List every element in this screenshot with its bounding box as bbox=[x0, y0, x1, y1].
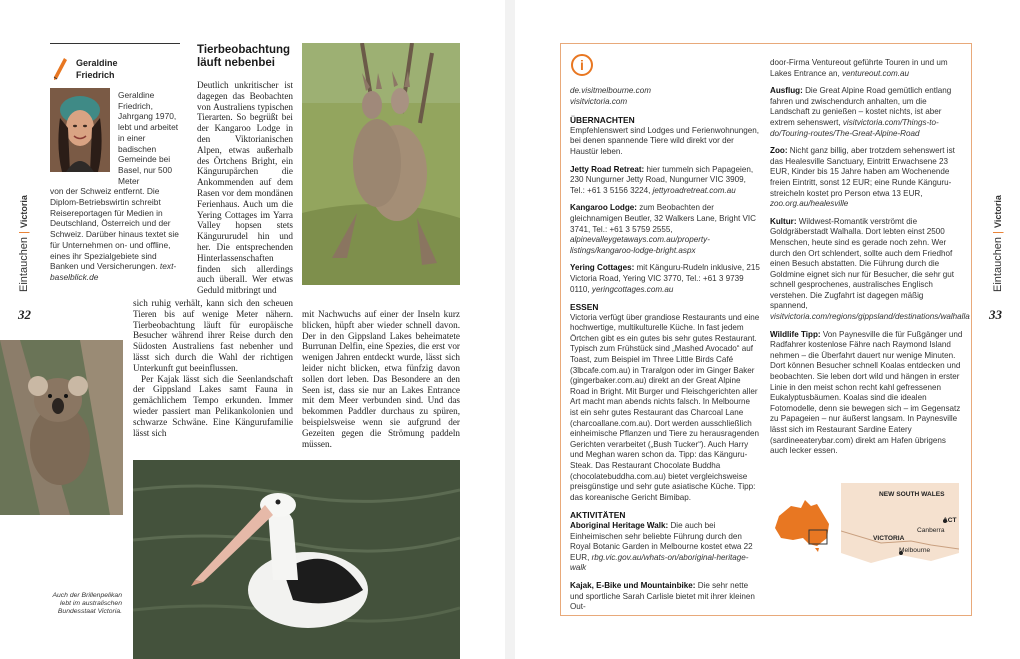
side-divider: | bbox=[992, 227, 1004, 234]
author-website-link[interactable]: text-baselblick.de bbox=[50, 261, 177, 282]
listing-link[interactable]: rbg.vic.gov.au/whats-on/aboriginal-heritage-walk bbox=[570, 552, 749, 573]
listing-entry bbox=[570, 521, 760, 574]
listing-link[interactable]: yeringcottages.com.au bbox=[591, 284, 674, 294]
side-section-label bbox=[992, 195, 1004, 292]
kangaroo-photo bbox=[302, 43, 460, 285]
listing-entry bbox=[570, 263, 760, 295]
article-column-b bbox=[133, 298, 293, 438]
uebernachten-intro: Empfehlenswert sind Lodges und Ferienwohnungen, bei denen spannende Tiere wild direkt vor der Haustür leben. bbox=[570, 125, 759, 156]
listing-link[interactable]: zoo.org.au/healesville bbox=[770, 199, 849, 209]
author-divider bbox=[50, 43, 180, 44]
page-gutter bbox=[505, 0, 515, 659]
author-bio bbox=[50, 90, 180, 283]
map-label-canberra: Canberra bbox=[917, 527, 945, 534]
listing-link[interactable]: visitvictoria.com/Things-to-do/Touring-routes/The-Great-Alpine-Road bbox=[770, 117, 939, 138]
pelican-photo bbox=[133, 460, 460, 659]
listing-title: Kangaroo Lodge: bbox=[570, 203, 637, 213]
article-paragraph: sich ruhig verhält, kann sich den scheuen Tieren bis auf wenige Meter nähern. Tierbeobachtung läuft für europäische Besucher während ihrer Reise durch den Südosten Australiens fast nebenher und lässt sich durch die Wahl der richtigen Unterkunft gut beeinflussen. bbox=[133, 298, 293, 373]
listing-entry bbox=[570, 203, 760, 256]
listing-entry bbox=[770, 146, 963, 210]
listing-text: Nicht ganz billig, aber trotzdem sehenswert ist das Healesville Sanctuary, Eintritt Erwachsene 23 EUR, Kinder bis 15 Jahre haben am Wochenende freien Eintritt, sonst 12 EUR; eine Runde Känguru-streicheln kostet pro Person etwa 13 EUR, bbox=[770, 146, 955, 198]
heading-essen: ESSEN bbox=[570, 302, 599, 313]
listing-text: Von Paynesville die für Fußgänger und Radfahrer kostenlose Fähre nach Raymond Island nehmen – die Überfahrt dauert nur wenige Minuten. Dort können Besucher schnell Koalas entdecken und beobachten. Sie leben dort wild und hängen in erster Linie in den meist schon recht kahl gefressenen Eukalyptusbäumen. Koalas sind die idealen Fotomodelle, denn sie bewegen sich – im Gegensatz zu Papageien – nur äußerst langsam. In Paynesville lässt sich im Restaurant Sardine Eatery (sardineeaterybar.com) direkt am Hafen übrigens auch lecker essen. bbox=[770, 329, 963, 456]
heading-uebernachten: ÜBERNACHTEN bbox=[570, 115, 635, 126]
heading-aktivitaeten: AKTIVITÄTEN bbox=[570, 510, 626, 521]
page-number: 32 bbox=[18, 307, 31, 322]
listing-link[interactable]: alpinevalleygetaways.com.au/property-listings/kangaroo-lodge-bright.aspx bbox=[570, 235, 710, 255]
listing-entry bbox=[770, 216, 970, 323]
article-column-a bbox=[197, 80, 293, 296]
right-page bbox=[515, 0, 1020, 659]
article-paragraph: Per Kajak lässt sich die Seenlandschaft der Gippsland Lakes samt Fauna in gemächlichem Tempo erkunden. Immer wieder passiert man Pelikankolonien und schwarze Schwäne. Eine Kängurufamilie lässt sich bbox=[133, 373, 293, 438]
article-column-c bbox=[302, 309, 460, 449]
article-paragraph: Deutlich unkritischer ist dagegen das Beobachten von Australiens typischen Tierarten. So begrüßt bei der Kangaroo Lodge in den Viktorianischen Alpen, etwas außerhalb des Örtchens Bright, ein Kängurupärchen die Ankommenden auf dem Rasen vor dem mondänen Ferienhaus. Auch um die Yering Cottages im Yarra Valley hopsen stets Kängururudel hin und her. Die entsprechenden Hinterlassenschaften finden sich allerdings auch überall. Wer etwas Geduld mitbringt und bbox=[197, 80, 293, 296]
author-name: Geraldine Friedrich bbox=[76, 58, 118, 80]
map-label-melbourne: Melbourne bbox=[899, 547, 931, 554]
continuation-text: door-Firma Ventureout geführte Touren in und um Lakes Entrance an, bbox=[770, 58, 948, 78]
listing-title: Yering Cottages: bbox=[570, 263, 635, 273]
web-link[interactable]: visitvictoria.com bbox=[570, 96, 628, 106]
listing-title: Kultur: bbox=[770, 216, 797, 226]
author-bio-first: Geraldine Friedrich, Jahrgang 1970, lebt und arbeitet in einer badischen Gemeinde bei Basel, nur 500 Meter bbox=[118, 90, 179, 186]
side-region-name: Victoria bbox=[993, 195, 1003, 228]
side-section-name: Eintauchen bbox=[18, 236, 30, 292]
listing-text: Die sehr nette und sportliche Sarah Carlisle bietet mit ihrer kleinen Out- bbox=[570, 580, 755, 612]
victoria-detail-map bbox=[841, 483, 959, 575]
photo-caption: Auch der Brillenpelikan lebt im australischen Bundesstaat Victoria. bbox=[52, 592, 122, 616]
side-section-name: Eintauchen bbox=[992, 236, 1004, 292]
listing-title: Aboriginal Heritage Walk: bbox=[570, 520, 669, 530]
listing-text: zum Beobachten der gleichnamigen Beutler, 32 Walkers Lane, Bright VIC 3741, Tel.: +61 3 5759 2555, bbox=[570, 203, 756, 234]
side-divider: | bbox=[18, 227, 30, 234]
web-link[interactable]: de.visitmelbourne.com bbox=[570, 86, 651, 95]
author-bio-rest: von der Schweiz entfernt. Die Diplom-Betriebswirtin schreibt Reisereportagen für Medien in Deutschland, Österreich und der Schweiz. Darüber hinaus textet sie für Unternehmen on- und offline, eines ihr Spezialgebiete sind Banken und Versicherungen. bbox=[50, 186, 179, 272]
map-label-victoria: VICTORIA bbox=[873, 535, 905, 542]
section-title: Tierbeobachtung läuft nebenbei bbox=[197, 44, 291, 69]
map-label-nsw: NEW SOUTH WALES bbox=[879, 491, 945, 498]
info-column-2 bbox=[770, 58, 970, 464]
page-number: 33 bbox=[989, 307, 1002, 322]
listing-link[interactable]: visitvictoria.com/regions/gippsland/destinations/walhalla bbox=[770, 312, 970, 322]
continuation-entry bbox=[770, 58, 963, 79]
listing-text: hier tummeln sich Papageien, 230 Nungurner Jetty Road, Nungurner VIC 3909, Tel.: +61 3 5156 3224, bbox=[570, 164, 754, 195]
listing-title: Zoo: bbox=[770, 146, 788, 156]
side-region-name: Victoria bbox=[19, 195, 29, 228]
listing-text: Wildwest-Romantik verströmt die Goldgräberstadt Walhalla. Dort lebten einst 2500 Menschen, heute sind es gerade noch zehn. Wer durch den Ort schlendert, sollte auch dem Friedhof einen Besuch abstatten. Die Führung durch die Goldmine eignet sich nur für Besucher, die sehr gut schnell gesprochenes, australisches Englisch verstehen. Die Zugfahrt ist dagegen mäßig spannend, bbox=[770, 216, 955, 311]
listing-link[interactable]: jettyroadretreat.com.au bbox=[652, 185, 736, 195]
essen-text: Victoria verfügt über grandiose Restaurants und eine hochwertige, multikulturelle Küche. In fast jedem Örtchen gibt es ein gutes bis sehr gutes Restaurant. Typisch zum Frühstück sind „Mashed Avocado“ auf Toast, zum Beispiel im Three Little Birds Café (3lbcafe.com.au) in Traralgon oder im Ginger Baker (gingerbaker.com.au) direkt an der Great Alpine Road in Bright. Mit Burger und Fleischgerichten aller Art macht man abends nichts falsch. In Melbourne ist ein sehr gutes Restaurant das Charcoal Lane (charcoallane.com.au). Dort werden ausschließlich einheimische Pflanzen und Tiere zu herausragenden Gerichten verarbeitet („Bush Tucker“). Auch Harry und Meghan waren schon da. Tipp: das Känguru-Steak. Das Restaurant Chocolate Buddha (chocolatebuddha.com.au) bietet vergleichsweise preisgünstige und sehr gute asiatische Küche. Tipp: das koreanische Gericht Bimibap. bbox=[570, 312, 760, 502]
info-icon: i bbox=[571, 54, 593, 76]
listing-title: Kajak, E-Bike und Mountainbike: bbox=[570, 580, 696, 590]
australia-map bbox=[771, 498, 833, 553]
koala-photo bbox=[0, 340, 123, 515]
listing-text: Die Great Alpine Road gemütlich entlang fahren und zwischendurch anhalten, um die Landschaft zu genießen – kostet nichts, ist aber extrem sehenswert, bbox=[770, 86, 952, 127]
listing-title: Wildlife Tipp: bbox=[770, 329, 821, 339]
listing-entry bbox=[770, 86, 963, 139]
listing-text: Die auch bei Einheimischen sehr beliebte Führung durch den Royal Botanic Garden in Melbourne kostet etwa 22 EUR, bbox=[570, 520, 753, 562]
listing-title: Jetty Road Retreat: bbox=[570, 164, 645, 174]
pen-icon bbox=[52, 57, 68, 81]
article-paragraph: mit Nachwuchs auf einer der Inseln kurz blicken, hüpft aber wieder schnell davon. Der in den Gippsland Lakes beheimatete Burrunan Delfin, eine Spezies, die erst vor wenigen Jahren entdeckt wurde, lässt sich leider nicht blicken, etwa fünfzig davon sollen dort leben. Das Besondere an den Seen ist, dass sie nur an Lakes Entrance mit dem Meer verbunden sind. Und das bekommen Paddler durchaus zu spüren, beispielsweise wenn sie aufgrund der Gezeiten gegen die Strömung paddeln müssen. bbox=[302, 309, 460, 449]
continuation-link[interactable]: ventureout.com.au bbox=[842, 68, 910, 78]
side-section-label bbox=[18, 195, 30, 292]
listing-entry bbox=[770, 330, 963, 457]
info-column-1 bbox=[570, 86, 760, 620]
map-label-act: ACT bbox=[943, 517, 957, 524]
left-page bbox=[0, 0, 505, 659]
listing-title: Ausflug: bbox=[770, 86, 803, 96]
listing-entry bbox=[570, 581, 760, 613]
listing-text: mit Känguru-Rudeln inklusive, 215 Victoria Road, Yering VIC 3770, Tel.: +61 3 9739 0110, bbox=[570, 263, 760, 294]
listing-entry bbox=[570, 165, 760, 197]
